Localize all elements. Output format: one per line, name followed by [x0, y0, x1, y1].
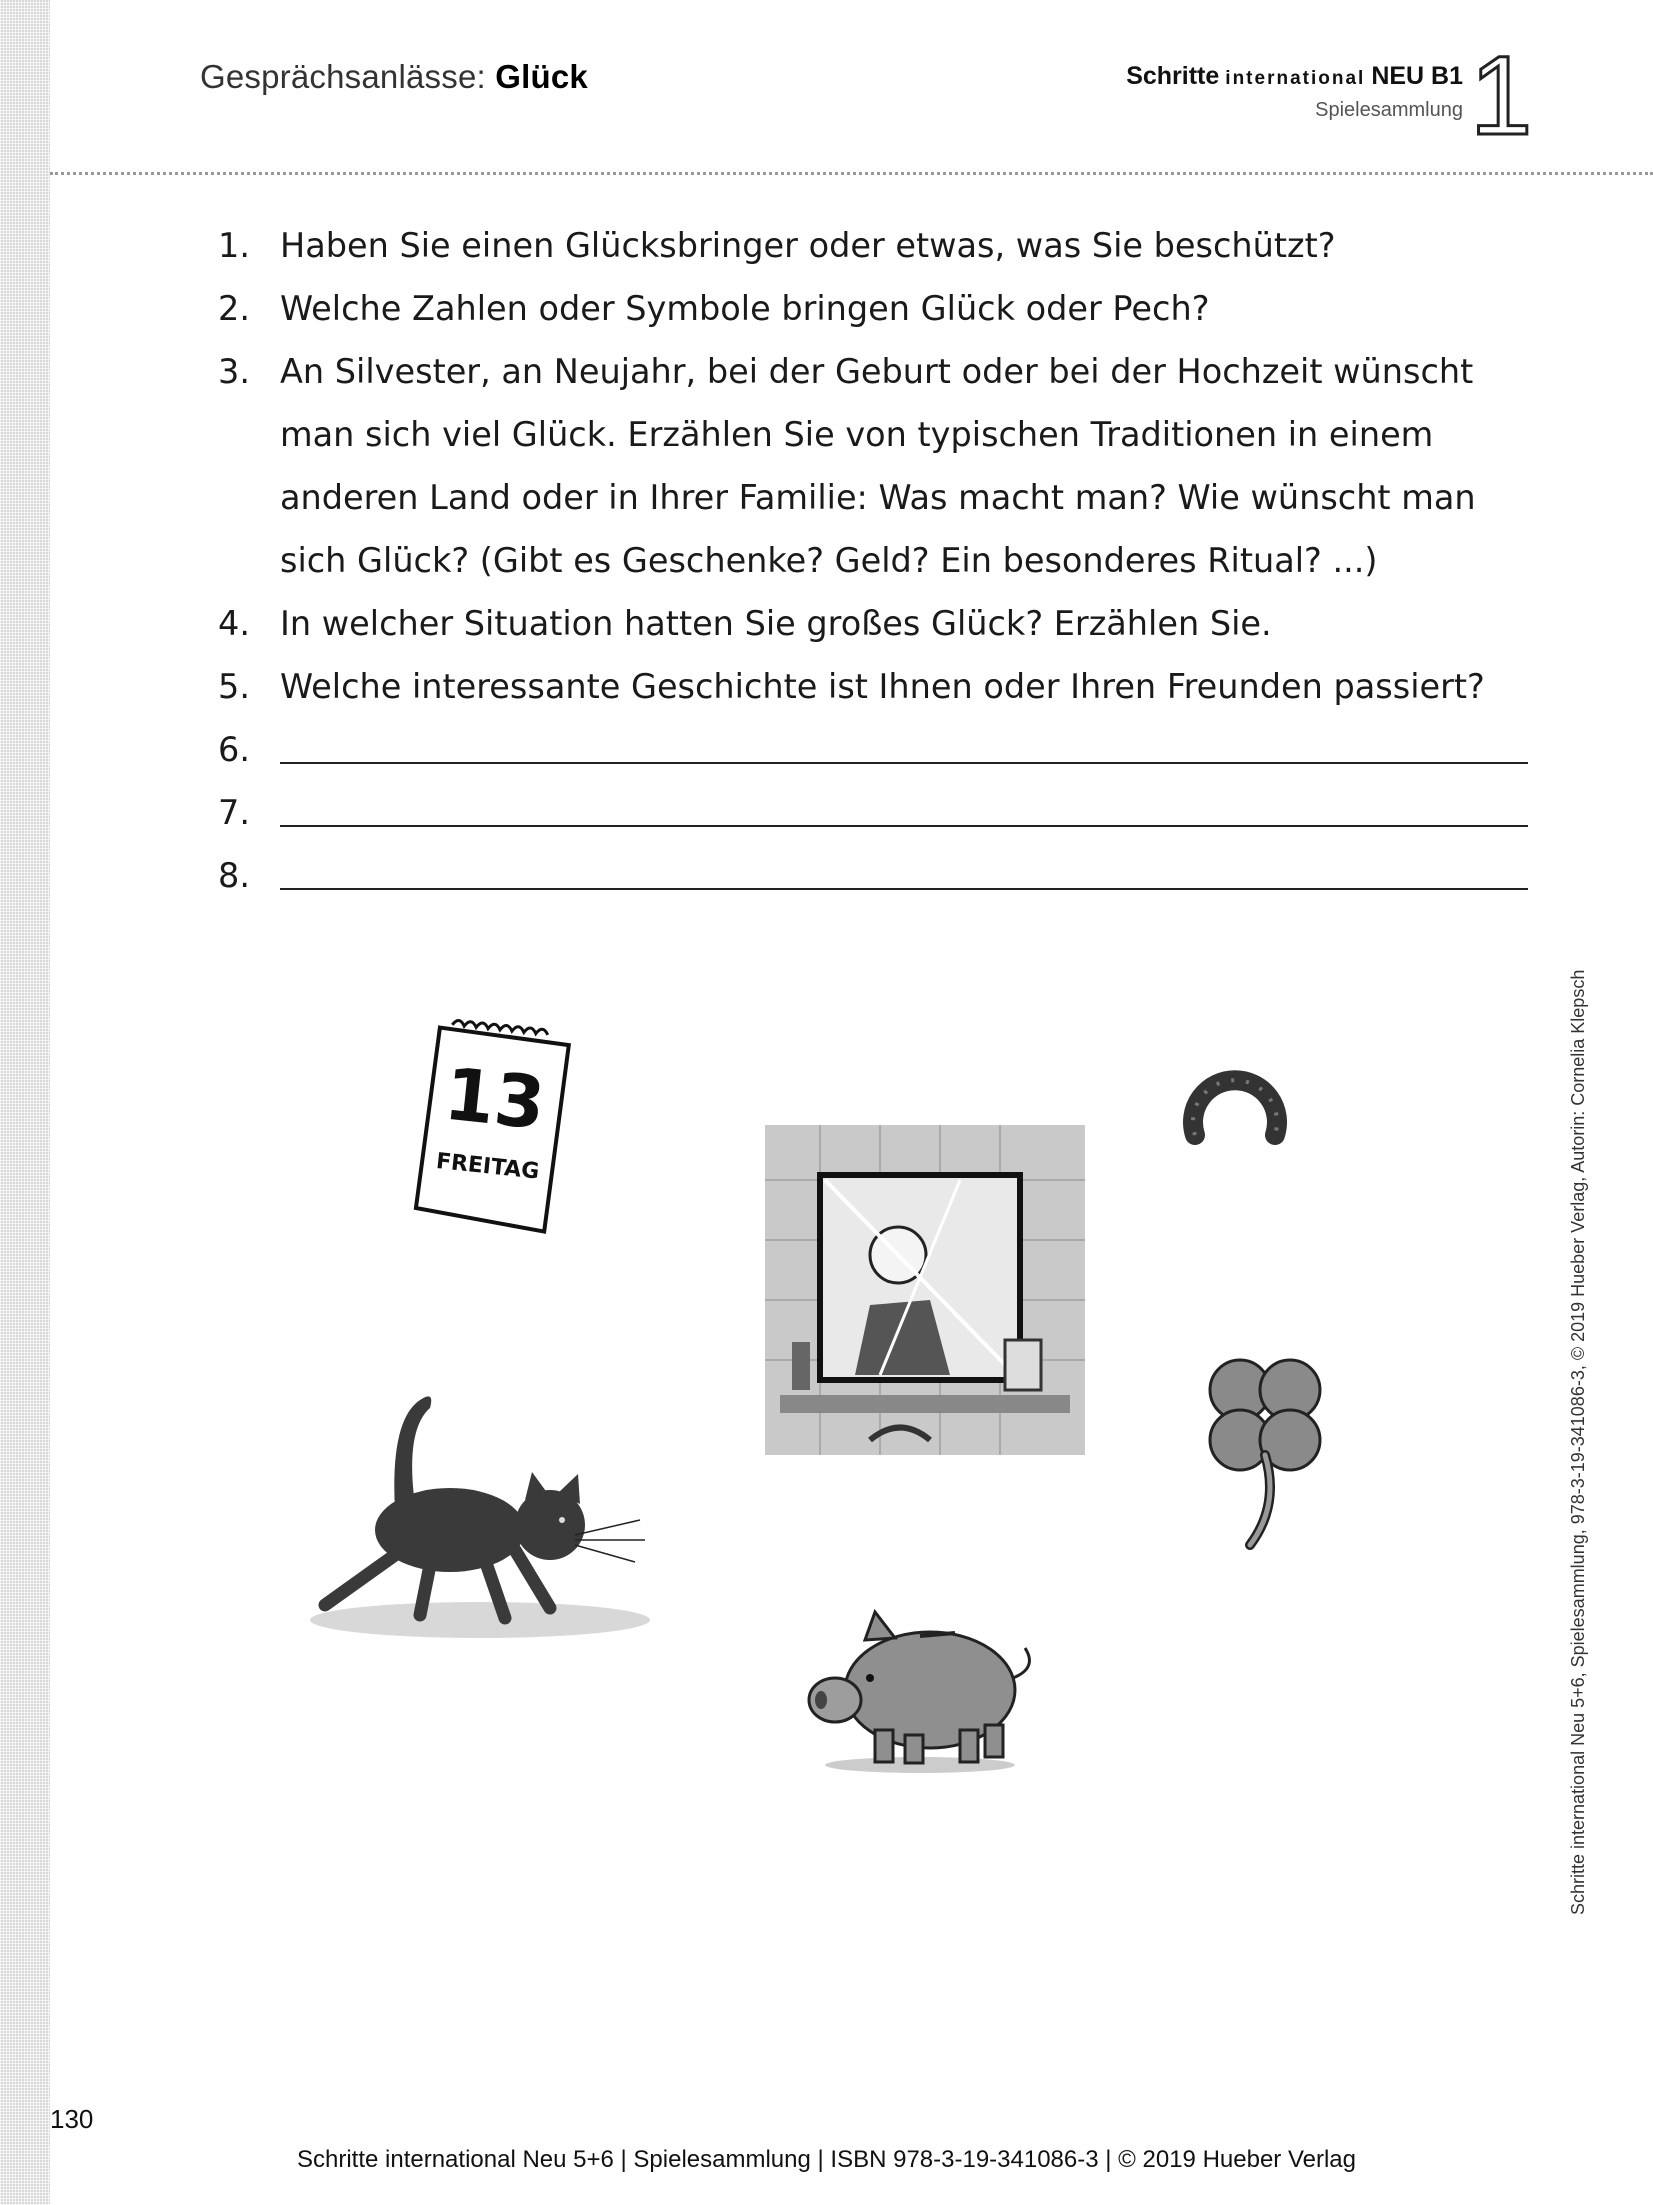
question-text: An Silvester, an Neujahr, bei der Geburt oder bei der Hochzeit wünscht man sich viel Glück. Erzählen Sie von typischen Traditionen in einem anderen Land oder in Ihrer Familie: Was macht man? Wie wünscht man sich Glück? (Gibt es Geschenke? Geld? Ein besonderes Ritual? ...)	[280, 352, 1476, 580]
question-number: 4.	[218, 604, 250, 643]
horseshoe-icon	[1175, 1040, 1295, 1160]
question-blank-item	[218, 718, 1528, 781]
title-prefix: Gesprächsanlässe:	[200, 58, 486, 95]
question-text: Welche Zahlen oder Symbole bringen Glück oder Pech?	[280, 289, 1210, 328]
question-number: 3.	[218, 352, 250, 391]
calendar-icon	[390, 1015, 585, 1235]
question-blank-item	[218, 781, 1528, 844]
question-item	[218, 277, 1528, 340]
answer-line[interactable]	[280, 844, 1528, 890]
question-blank-item	[218, 844, 1528, 907]
vertical-copyright: Schritte international Neu 5+6, Spielesammlung, 978-3-19-341086-3, © 2019 Hueber Verlag, Autorin: Cornelia Klepsch	[1568, 969, 1588, 1915]
piggy-bank-icon	[795, 1600, 1045, 1775]
brand-main: Schritte	[1126, 62, 1220, 90]
question-number: 5.	[218, 667, 250, 706]
question-item	[218, 592, 1528, 655]
question-text: In welcher Situation hatten Sie großes Glück? Erzählen Sie.	[280, 604, 1272, 643]
question-text: Welche interessante Geschichte ist Ihnen oder Ihren Freunden passiert?	[280, 667, 1485, 706]
question-number: 2.	[218, 289, 250, 328]
brand-level: NEU B1	[1371, 62, 1463, 90]
page-title	[200, 58, 588, 96]
series-brand	[1126, 62, 1463, 122]
question-item	[218, 655, 1528, 718]
question-item	[218, 340, 1528, 592]
question-number: 1.	[218, 226, 250, 265]
question-number: 6.	[218, 730, 250, 769]
footer-citation: Schritte international Neu 5+6 | Spielesammlung | ISBN 978-3-19-341086-3 | © 2019 Hueber Verlag	[296, 2146, 1356, 2173]
black-cat-icon	[300, 1390, 670, 1650]
question-list	[218, 214, 1528, 907]
page-number: 130	[50, 2104, 94, 2134]
mirror-icon	[760, 1120, 1090, 1490]
calendar-day: 13	[440, 1051, 550, 1146]
calendar-weekday: FREITAG	[434, 1148, 541, 1185]
cloverleaf-icon	[1190, 1345, 1340, 1555]
unit-number: 1	[1470, 33, 1533, 158]
brand-subtitle: Spielesammlung	[1315, 99, 1463, 121]
side-margin-texture	[0, 0, 50, 2205]
answer-line[interactable]	[280, 718, 1528, 764]
question-text: Haben Sie einen Glücksbringer oder etwas, was Sie beschützt?	[280, 226, 1336, 265]
brand-intl: international	[1225, 68, 1366, 89]
question-item	[218, 214, 1528, 277]
question-number: 8.	[218, 856, 250, 895]
title-topic: Glück	[495, 58, 588, 95]
header-divider	[50, 172, 1653, 175]
question-number: 7.	[218, 793, 250, 832]
answer-line[interactable]	[280, 781, 1528, 827]
